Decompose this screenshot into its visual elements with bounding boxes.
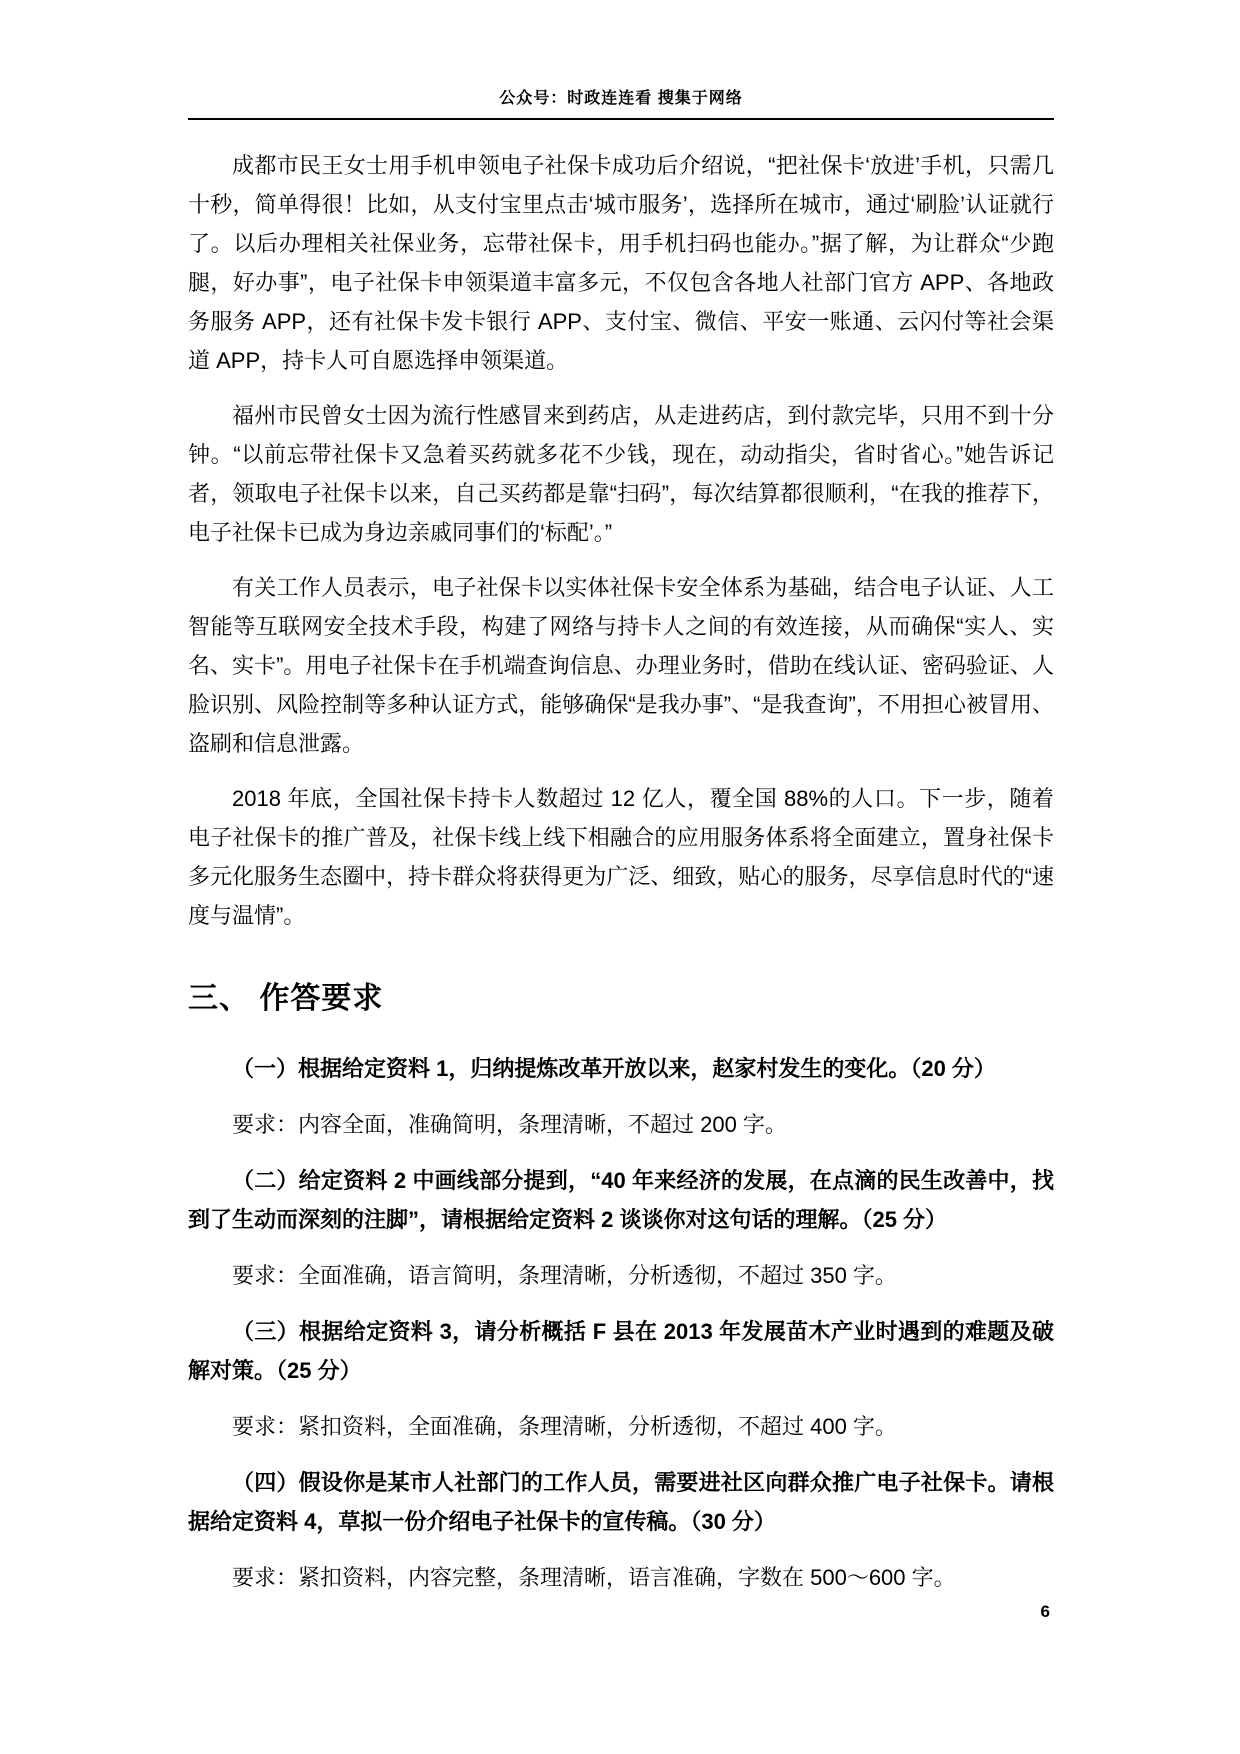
page-header: 公众号：时政连连看 搜集于网络 [499, 90, 743, 107]
document-content [188, 120, 1054, 1597]
question-block [188, 1049, 1054, 1144]
page-number: 6 [1040, 1602, 1050, 1621]
question-prompt: （二）给定资料 2 中画线部分提到，“40 年来经济的发展，在点滴的民生改善中，找到了生动而深刻的注脚”，请根据给定资料 2 谈谈你对这句话的理解。（25 分） [188, 1168, 1054, 1232]
question-requirement: 要求：全面准确，语言简明，条理清晰，分析透彻，不超过 350 字。 [232, 1263, 897, 1288]
question-prompt: （四）假设你是某市人社部门的工作人员，需要进社区向群众推广电子社保卡。请根据给定资料 4，草拟一份介绍电子社保卡的宣传稿。（30 分） [188, 1470, 1054, 1534]
question-requirement: 要求：紧扣资料，内容完整，条理清晰，语言准确，字数在 500～600 字。 [232, 1565, 956, 1590]
question-block [188, 1312, 1054, 1446]
question-prompt: （一）根据给定资料 1，归纳提炼改革开放以来，赵家村发生的变化。（20 分） [232, 1056, 996, 1081]
body-paragraph: 有关工作人员表示，电子社保卡以实体社保卡安全体系为基础，结合电子认证、人工智能等互联网安全技术手段，构建了网络与持卡人之间的有效连接，从而确保“实人、实名、实卡”。用电子社保卡在手机端查询信息、办理业务时，借助在线认证、密码验证、人脸识别、风险控制等多种认证方式，能够确保“是我办事”、“是我查询”，不用担心被冒用、盗刷和信息泄露。 [188, 575, 1054, 756]
question-block [188, 1463, 1054, 1597]
body-paragraph: 成都市民王女士用手机申领电子社保卡成功后介绍说，“把社保卡‘放进’手机，只需几十秒，简单得很！比如，从支付宝里点击‘城市服务’，选择所在城市，通过‘刷脸’认证就行了。以后办理相关社保业务，忘带社保卡，用手机扫码也能办。”据了解，为让群众“少跑腿，好办事”，电子社保卡申领渠道丰富多元，不仅包含各地人社部门官方 APP、各地政务服务 APP，还有社保卡发卡银行 APP、支付宝、微信、平安一账通、云闪付等社会渠道 APP，持卡人可自愿选择申领渠道。 [188, 153, 1054, 373]
question-requirement: 要求：紧扣资料，全面准确，条理清晰，分析透彻，不超过 400 字。 [232, 1414, 897, 1439]
question-requirement: 要求：内容全面，准确简明，条理清晰，不超过 200 字。 [232, 1112, 787, 1137]
body-paragraph: 2018 年底，全国社保卡持卡人数超过 12 亿人，覆全国 88%的人口。下一步，随着电子社保卡的推广普及，社保卡线上线下相融合的应用服务体系将全面建立，置身社保卡多元化服务生态圈中，持卡群众将获得更为广泛、细致，贴心的服务，尽享信息时代的“速度与温情”。 [188, 786, 1054, 928]
section-heading: 三、 作答要求 [188, 982, 384, 1015]
question-prompt: （三）根据给定资料 3，请分析概括 F 县在 2013 年发展苗木产业时遇到的难题及破解对策。（25 分） [188, 1319, 1054, 1383]
question-block [188, 1161, 1054, 1295]
body-paragraph: 福州市民曾女士因为流行性感冒来到药店，从走进药店，到付款完毕，只用不到十分钟。“以前忘带社保卡又急着买药就多花不少钱，现在，动动指尖，省时省心。”她告诉记者，领取电子社保卡以来，自己买药都是靠“扫码”，每次结算都很顺利，“在我的推荐下，电子社保卡已成为身边亲戚同事们的‘标配’。” [188, 403, 1054, 545]
